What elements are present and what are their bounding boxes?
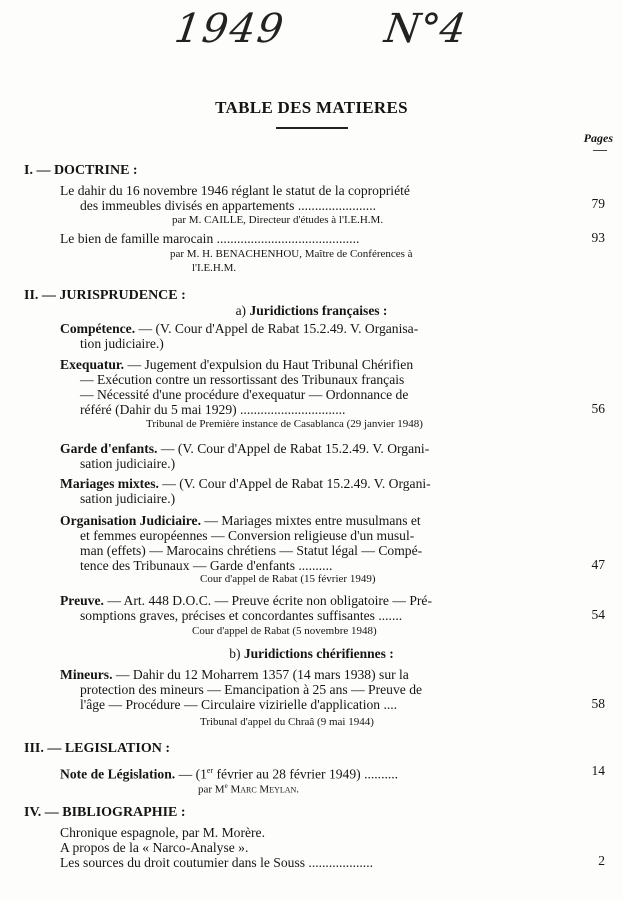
doctrine-entry-1-author: par M. CAILLE, Directeur d'études à l'I.E.H.M. [172, 214, 384, 226]
biblio-item-1: Chronique espagnole, par M. Morère. [60, 825, 265, 840]
pages-underline [593, 150, 607, 151]
doctrine-entry-1-page: 79 [591, 196, 605, 211]
mariages-term: Mariages mixtes. [60, 476, 159, 491]
subheading-a-label: Juridictions françaises : [249, 303, 388, 318]
exequatur-court: Tribunal de Première instance de Casablanca (29 janvier 1948) [146, 418, 423, 430]
garde-term: Garde d'enfants. [60, 441, 158, 456]
preuve-line-2: somptions graves, précises et concordantes suffisantes ....... [80, 608, 403, 623]
note-legislation-term: Note de Législation. [60, 766, 176, 782]
section-heading-bibliographie: IV. — BIBLIOGRAPHIE : [24, 805, 186, 820]
note-legislation-page: 14 [591, 763, 605, 778]
doctrine-entry-2-page: 93 [591, 230, 605, 245]
mineurs-page: 58 [591, 696, 605, 711]
note-legislation-author [198, 780, 299, 797]
doctrine-entry-1-line-2: des immeubles divisés en appartements ....................... [80, 198, 376, 213]
organisation-court: Cour d'appel de Rabat (15 février 1949) [200, 573, 376, 585]
organisation-line-2: et femmes européennes — Conversion religieuse d'un musul- [80, 528, 415, 543]
competence-line-1 [60, 321, 418, 337]
exequatur-line-2: — Exécution contre un ressortissant des Tribunaux français [80, 372, 405, 387]
note-legislation-sup: er [206, 766, 214, 775]
note-legislation-text-pre: — (1 [175, 766, 207, 782]
pages-column-label: Pages [583, 131, 613, 145]
organisation-line-1 [60, 513, 421, 529]
handwritten-year: 1949 [171, 6, 289, 52]
organisation-line-4: tence des Tribunaux — Garde d'enfants .......... [80, 558, 333, 573]
competence-text-1: — (V. Cour d'Appel de Rabat 15.2.49. V. Organisa- [135, 321, 419, 336]
exequatur-line-3: — Nécessité d'une procédure d'exequatur — Ordonnance de [80, 387, 409, 402]
handwritten-issue-number: N°4 [381, 6, 469, 52]
mariages-line-2: sation judiciaire.) [80, 491, 176, 506]
page-title: TABLE DES MATIERES [215, 98, 408, 117]
mineurs-term: Mineurs. [60, 667, 113, 682]
exequatur-line-4: référé (Dahir du 5 mai 1929) ............................... [80, 402, 346, 417]
subheading-a-prefix: a) [235, 303, 247, 318]
biblio-item-3-page: 2 [598, 853, 605, 868]
note-legislation-text-post: février au 28 février 1949) .......... [213, 766, 399, 782]
note-author-pre: par M [198, 783, 225, 796]
competence-line-2: tion judiciaire.) [80, 336, 164, 351]
mineurs-line-1 [60, 667, 409, 683]
organisation-term: Organisation Judiciaire. [60, 513, 201, 528]
doctrine-entry-2-author-line-2: l'I.E.H.M. [192, 262, 237, 274]
subheading-b-label: Juridictions chérifiennes : [243, 646, 394, 661]
doctrine-entry-2-author-line-1: par M. H. BENACHENHOU, Maître de Conférences à [170, 248, 413, 260]
organisation-line-3: man (effets) — Marocains chrétiens — Statut légal — Compé- [80, 543, 423, 558]
mariages-line-1 [60, 476, 431, 492]
biblio-item-2: A propos de la « Narco-Analyse ». [60, 840, 249, 855]
doctrine-entry-1-line-1: Le dahir du 16 novembre 1946 réglant le statut de la copropriété [60, 183, 410, 198]
exequatur-text-1: — Jugement d'expulsion du Haut Tribunal Chérifien [124, 357, 414, 372]
preuve-term: Preuve. [60, 593, 104, 608]
exequatur-line-1 [60, 357, 413, 373]
organisation-text-1: — Mariages mixtes entre musulmans et [200, 513, 421, 528]
mineurs-text-1: — Dahir du 12 Moharrem 1357 (14 mars 1938) sur la [112, 667, 409, 682]
section-heading-jurisprudence: II. — JURISPRUDENCE : [24, 288, 186, 303]
mineurs-line-2: protection des mineurs — Emancipation à 25 ans — Preuve de [80, 682, 423, 697]
garde-line-2: sation judiciaire.) [80, 456, 176, 471]
subheading-b-prefix: b) [229, 646, 241, 661]
garde-line-1 [60, 441, 429, 457]
preuve-line-1 [60, 593, 432, 609]
preuve-page: 54 [591, 607, 605, 622]
note-author-sup: e [224, 782, 228, 790]
section-heading-legislation: III. — LEGISLATION : [24, 741, 171, 756]
exequatur-page: 56 [591, 401, 605, 416]
organisation-page: 47 [591, 557, 605, 572]
preuve-text-1: — Art. 448 D.O.C. — Preuve écrite non obligatoire — Pré- [103, 593, 432, 608]
subheading-juridictions-francaises [0, 303, 623, 319]
mariages-text-1: — (V. Cour d'Appel de Rabat 15.2.49. V. Organi- [158, 476, 431, 491]
doctrine-entry-2-line-1: Le bien de famille marocain .......................................... [60, 231, 360, 246]
note-author-name: Marc Meylan. [230, 783, 300, 796]
subheading-juridictions-cherifiennes [0, 646, 623, 662]
exequatur-term: Exequatur. [60, 357, 125, 372]
competence-term: Compétence. [60, 321, 136, 336]
biblio-item-3: Les sources du droit coutumier dans le Souss ................... [60, 855, 373, 870]
mineurs-court: Tribunal d'appel du Chraâ (9 mai 1944) [200, 716, 374, 728]
preuve-court: Cour d'appel de Rabat (5 novembre 1948) [192, 625, 377, 637]
garde-text-1: — (V. Cour d'Appel de Rabat 15.2.49. V. Organi- [157, 441, 430, 456]
mineurs-line-3: l'âge — Procédure — Circulaire vizirielle d'application .... [80, 697, 398, 712]
section-heading-doctrine: I. — DOCTRINE : [24, 163, 138, 178]
title-underline [276, 127, 348, 129]
